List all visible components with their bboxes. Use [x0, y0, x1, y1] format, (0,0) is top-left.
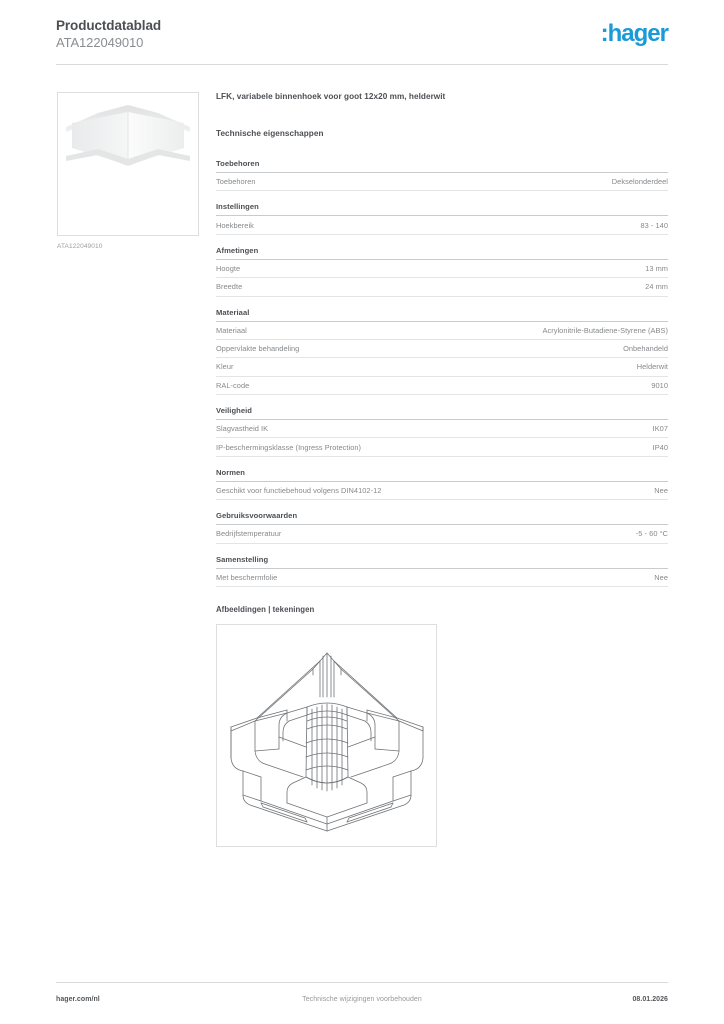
property-label: Geschikt voor functiebehoud volgens DIN4102-12	[216, 485, 382, 495]
property-row	[216, 420, 668, 438]
property-group	[216, 202, 668, 234]
page-header	[56, 18, 668, 62]
hager-logo: :hager	[600, 20, 668, 47]
property-label: Hoogte	[216, 263, 241, 273]
header-divider	[56, 64, 668, 65]
property-row	[216, 569, 668, 587]
property-row	[216, 525, 668, 543]
property-label: Bedrijfstemperatuur	[216, 529, 282, 539]
property-label: Slagvastheid IK	[216, 424, 269, 434]
property-group-title: Toebehoren	[216, 159, 668, 173]
property-label: Hoekbereik	[216, 220, 254, 230]
property-row	[216, 216, 668, 234]
property-label: Toebehoren	[216, 177, 256, 187]
property-value: IP40	[652, 442, 668, 452]
property-group-title: Afmetingen	[216, 246, 668, 260]
property-value: Dekselonderdeel	[611, 177, 668, 187]
property-group	[216, 159, 668, 191]
property-label: IP-beschermingsklasse (Ingress Protection)	[216, 442, 362, 452]
property-row	[216, 377, 668, 395]
property-label: Materiaal	[216, 325, 247, 335]
property-label: Breedte	[216, 282, 243, 292]
footer-website[interactable]: hager.com/nl	[56, 996, 100, 1003]
product-name: LFK, variabele binnenhoek voor goot 12x20 mm, helderwit	[216, 92, 446, 101]
page-title: Productdatablad	[56, 18, 162, 33]
property-group-title: Normen	[216, 468, 668, 482]
property-row	[216, 358, 668, 376]
property-label: Oppervlakte behandeling	[216, 344, 300, 354]
content-column	[216, 92, 668, 847]
property-row	[216, 260, 668, 278]
product-photo-caption: ATA122049010	[57, 243, 103, 250]
property-group	[216, 555, 668, 587]
property-group-title: Samenstelling	[216, 555, 668, 569]
technical-drawing-art	[217, 625, 436, 846]
property-row	[216, 340, 668, 358]
property-value: IK07	[652, 424, 668, 434]
property-group	[216, 511, 668, 543]
property-value: -5 - 60 °C	[635, 529, 668, 539]
property-group	[216, 246, 668, 297]
property-row	[216, 173, 668, 191]
technical-drawing	[216, 624, 437, 847]
property-value: 13 mm	[645, 263, 668, 273]
property-row	[216, 482, 668, 500]
property-label: Kleur	[216, 362, 234, 372]
product-photo	[57, 92, 199, 236]
property-label: Met beschermfolie	[216, 572, 278, 582]
property-value: Onbehandeld	[623, 344, 668, 354]
property-groups	[216, 159, 668, 587]
property-group	[216, 406, 668, 457]
property-value: Nee	[654, 485, 668, 495]
drawings-heading: Afbeeldingen | tekeningen	[216, 604, 315, 614]
property-value: Nee	[654, 572, 668, 582]
property-value: Helderwit	[636, 362, 668, 372]
page-subtitle-article-number: ATA122049010	[56, 35, 144, 50]
property-group	[216, 468, 668, 500]
property-value: 9010	[651, 380, 668, 390]
property-group	[216, 308, 668, 396]
page-footer	[56, 996, 668, 1010]
footer-divider	[56, 982, 668, 983]
footer-disclaimer: Technische wijzigingen voorbehouden	[302, 996, 422, 1003]
property-value: Acrylonitrile-Butadiene-Styrene (ABS)	[542, 325, 668, 335]
technical-properties-heading: Technische eigenschappen	[216, 129, 324, 138]
property-group-title: Gebruiksvoorwaarden	[216, 511, 668, 525]
property-row	[216, 438, 668, 456]
property-group-title: Veiligheid	[216, 406, 668, 420]
property-value: 24 mm	[645, 282, 668, 292]
property-group-title: Instellingen	[216, 202, 668, 216]
property-value: 83 - 140	[640, 220, 668, 230]
property-group-title: Materiaal	[216, 308, 668, 322]
property-label: RAL-code	[216, 380, 250, 390]
property-row	[216, 322, 668, 340]
footer-date: 08.01.2026	[632, 996, 668, 1003]
property-row	[216, 278, 668, 296]
product-photo-art	[58, 93, 198, 235]
